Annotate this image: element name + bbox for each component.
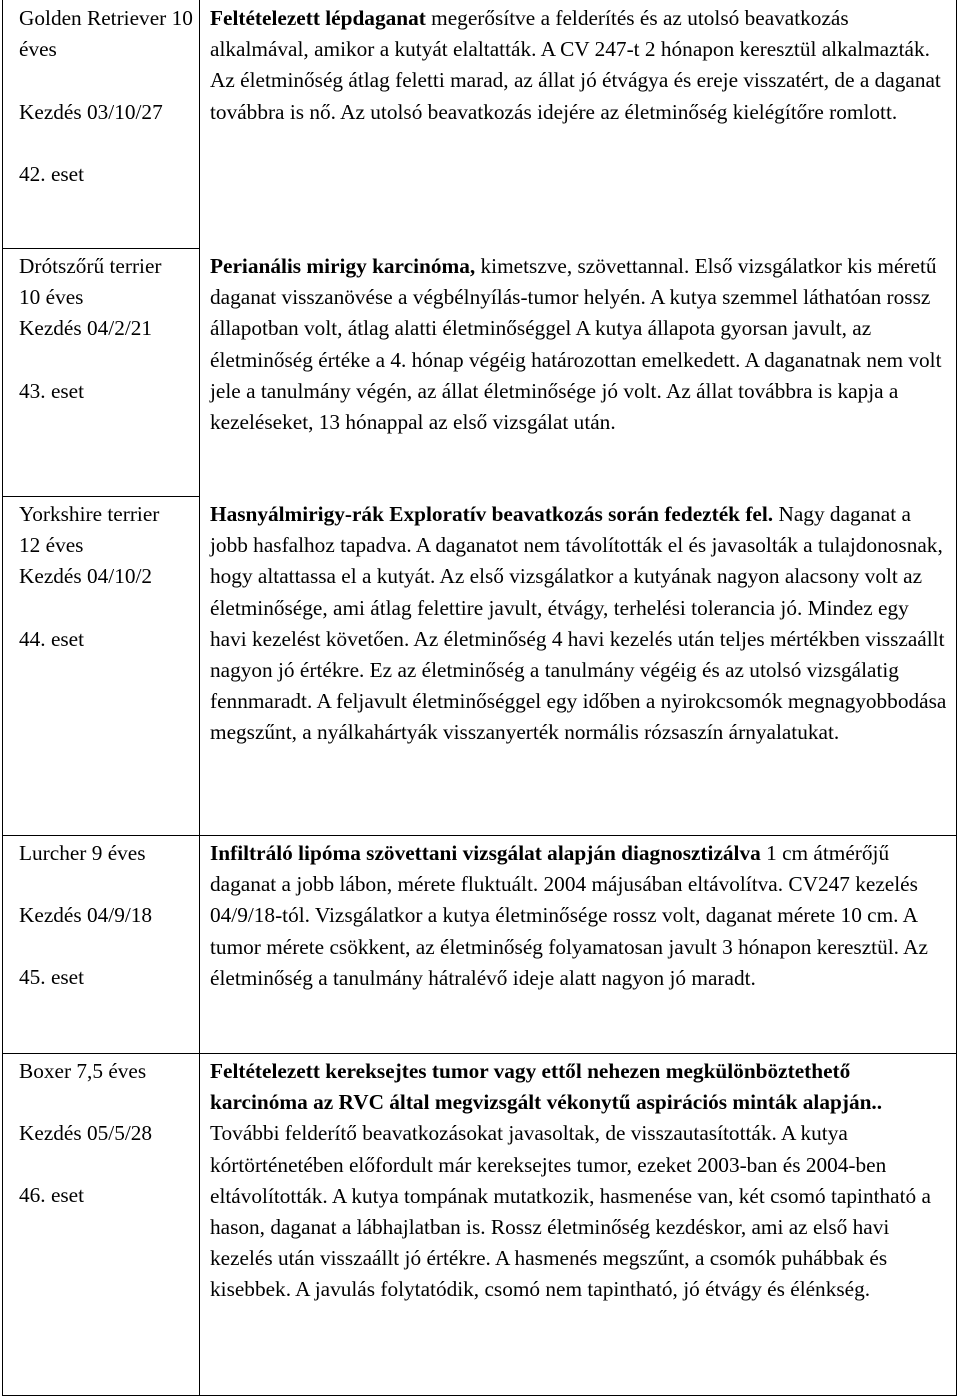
age: 12 éves — [19, 533, 84, 558]
start-date: Kezdés 04/2/21 — [19, 316, 153, 341]
case-info-46 — [19, 1056, 197, 1212]
table-border-right — [956, 0, 957, 1396]
diagnosis: Hasnyálmirigy-rák Exploratív beavatkozás során fedezték fel. — [210, 502, 774, 526]
breed: Yorkshire terrier — [19, 502, 160, 526]
diagnosis: Feltételezett kereksejtes tumor vagy ettől nehezen megkülönböztethető karcinóma az RVC által megvizsgált vékonytű aspirációs minták alapján.. — [210, 1059, 883, 1115]
case-info-43 — [19, 251, 197, 407]
column-divider — [199, 0, 200, 1396]
start-date: Kezdés 04/9/18 — [19, 903, 153, 928]
start-date: Kezdés 04/10/2 — [19, 564, 153, 589]
case-info-44 — [19, 499, 197, 655]
diagnosis: Infiltráló lipóma szövettani vizsgálat alapján diagnosztizálva — [210, 841, 761, 865]
breed-age: Golden Retriever 10 éves — [19, 6, 193, 62]
case-number: 42. eset — [19, 161, 85, 186]
case-number: 44. eset — [19, 626, 85, 651]
case-description-46 — [210, 1056, 950, 1306]
case-description-42 — [210, 3, 950, 128]
table-border-left — [2, 0, 3, 1396]
case-number: 45. eset — [19, 965, 85, 990]
table-border-bottom — [2, 1395, 957, 1396]
case-number: 43. eset — [19, 378, 85, 403]
start-date: Kezdés 05/5/28 — [19, 1121, 153, 1146]
description: Nagy daganat a jobb hasfalhoz tapadva. A daganatot nem távolították el és javasolták a tulajdonosnak, hogy altattassa el a kutyát. Az első vizsgálatkor a kutyának nagyon alacsony volt az életminősége, ami átlag felettire javult, étvágy, terhelési tolerancia jó. Mindez egy havi kezelést követően. Az életminőség 4 havi kezelés után teljes mértékben visszaállt nagyon jó értékre. Ez az életminőség a tanulmány végéig és az utolsó vizsgálatig fennmaradt. A feljavult életminőséggel egy időben a nyirokcsomók megnagyobbodása megszűnt, a nyálkahártyák visszanyerték normális rózsaszín árnyalatukat. — [210, 502, 947, 745]
description: megerősítve a felderítés és az utolsó beavatkozás alkalmával, amikor a kutyát elaltatták. A CV 247-t 2 hónapon keresztül alkalmazták. Az életminőség átlag feletti marad, az állat jó étvágya és ereje visszatért, de a daganat továbbra is nő. Az utolsó beavatkozás idejére az életminőség kielégítőre romlott. — [210, 6, 941, 124]
case-description-43 — [210, 251, 950, 438]
row-divider — [2, 248, 200, 249]
description: 1 cm átmérőjű daganat a jobb lábon, mérete fluktuált. 2004 májusában eltávolítva. CV247 kezelés 04/9/18-tól. Vizsgálatkor a kutya életminősége rossz volt, daganat mérete 10 cm. A tumor mérete csökkent, az életminőség folyamatosan javult 3 hónapon keresztül. Az életminőség a tanulmány hátralévő ideje alatt nagyon jó maradt. — [210, 841, 928, 990]
row-divider — [2, 1053, 957, 1054]
breed: Drótszőrű terrier — [19, 254, 162, 278]
start-date: Kezdés 03/10/27 — [19, 99, 163, 124]
age: 10 éves — [19, 285, 84, 310]
row-divider — [2, 496, 200, 497]
case-number: 46. eset — [19, 1183, 85, 1208]
breed-age: Lurcher 9 éves — [19, 841, 146, 865]
case-info-42 — [19, 3, 197, 190]
diagnosis: Feltételezett lépdaganat — [210, 6, 426, 30]
diagnosis: Perianális mirigy karcinóma, — [210, 254, 476, 278]
description: kimetszve, szövettannal. Első vizsgálatkor kis méretű daganat visszanövése a végbélnyílás-tumor helyén. A kutya szemmel láthatóan rossz állapotban volt, átlag alatti életminőséggel A kutya állapota gyorsan javult, az életminőség értéke a 4. hónap végéig határozottan emelkedett. A daganatnak nem volt jele a tanulmány végén, az állat életminősége jó volt. Az állat továbbra is kapja a kezeléseket, 13 hónappal az első vizsgálat után. — [210, 254, 942, 435]
breed-age: Boxer 7,5 éves — [19, 1059, 147, 1083]
description: További felderítő beavatkozásokat javasoltak, de visszautasították. A kutya kórtörténetében előfordult már kereksejtes tumor, ezeket 2003-ban és 2004-ben eltávolították. A kutya tompának mutatkozik, hasmenése van, két csomó tapintható a hason, daganat a lábhajlatban is. Rossz életminőség kezdéskor, ami az első havi kezelés után visszaállt jó értékre. A hasmenés megszűnt, a csomók puhábbak és kisebbek. A javulás folytatódik, csomó nem tapintható, jó étvágy és élénkség. — [210, 1121, 931, 1302]
case-info-45 — [19, 838, 197, 994]
case-table — [2, 0, 957, 1396]
case-description-44 — [210, 499, 950, 749]
row-divider — [2, 835, 957, 836]
case-description-45 — [210, 838, 950, 994]
